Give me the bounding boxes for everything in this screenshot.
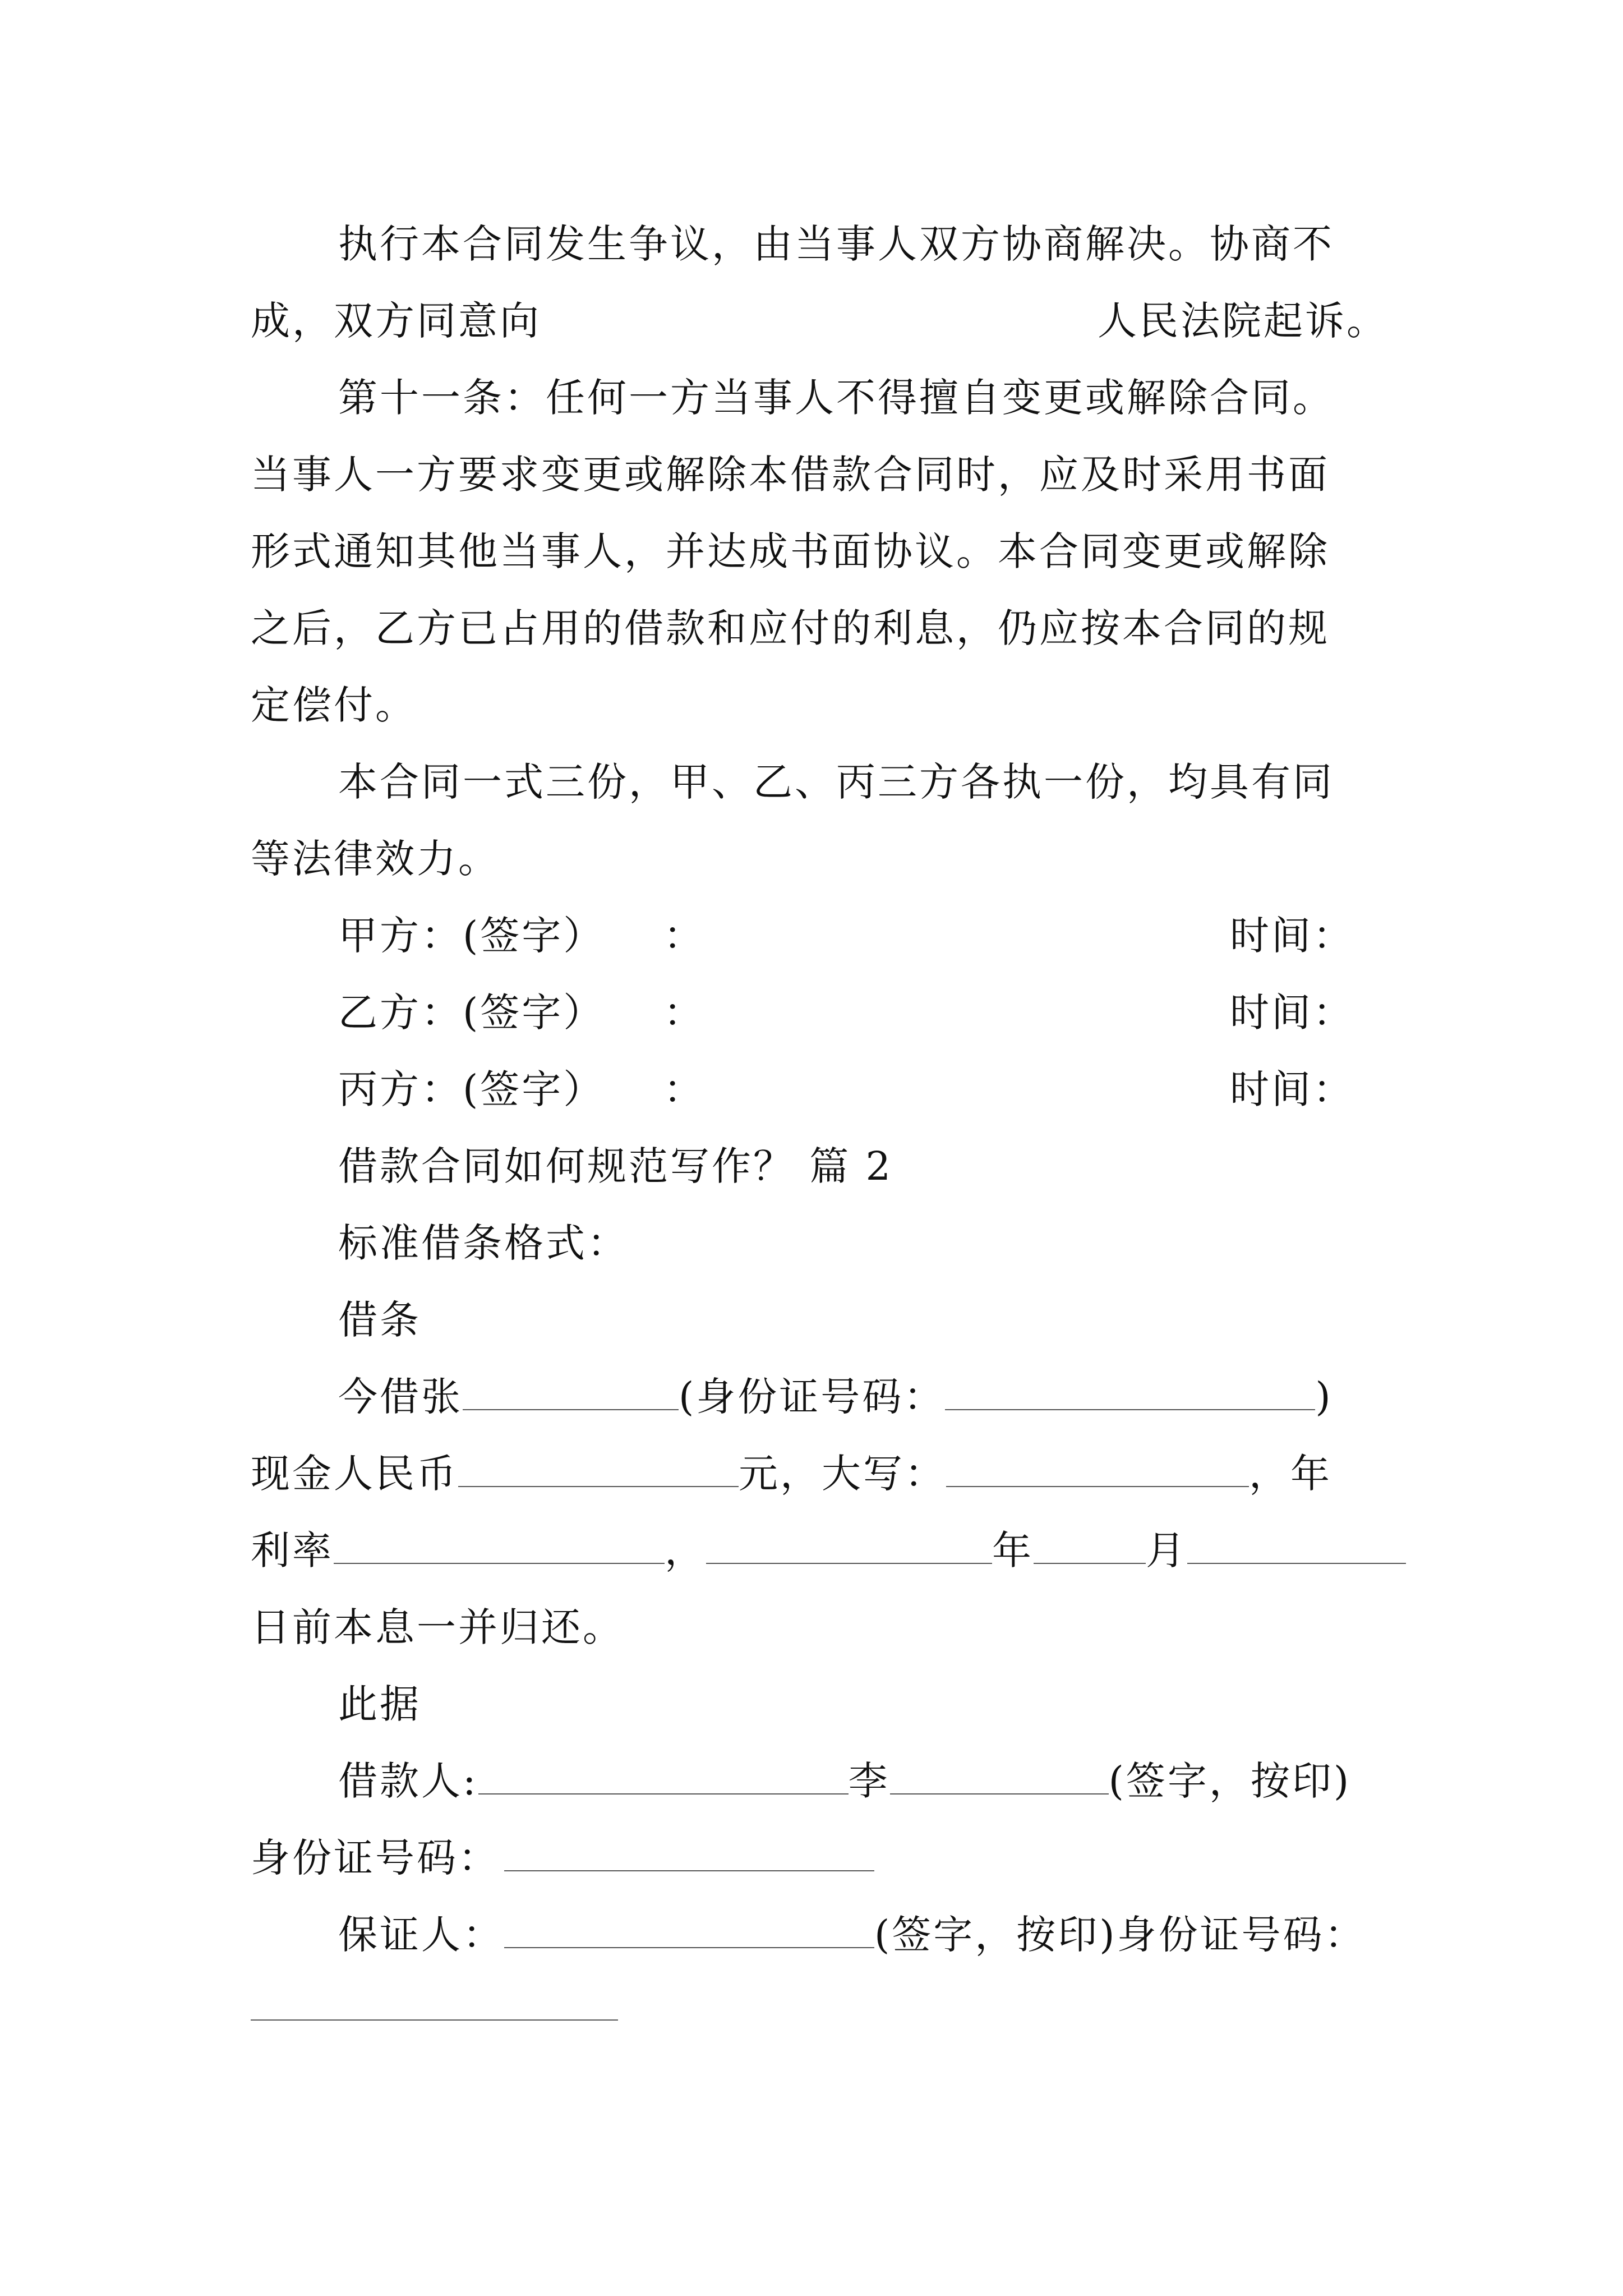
- guarantor-line: [338, 1904, 1488, 1966]
- section-heading: 借款合同如何规范写作？ 篇 2: [338, 1143, 893, 1189]
- format-label: 标准借条格式：: [338, 1220, 629, 1266]
- borrower-sign-note: (签字，按印): [1108, 1758, 1352, 1804]
- iou-line-1: [338, 1366, 1488, 1428]
- iou-line-3: [251, 1520, 1400, 1581]
- signature-colon: ：: [663, 1066, 705, 1112]
- copies-line-2: 等法律效力。: [251, 836, 500, 882]
- iou-comma: ，: [665, 1527, 706, 1573]
- article-11-line-5: 定偿付。: [251, 682, 417, 728]
- signature-line-party-a: [338, 905, 1488, 967]
- borrower-id-label: 身份证号码：: [251, 1835, 500, 1881]
- guarantor-sign-note: (签字，按印)身份证号码：: [874, 1912, 1366, 1958]
- due-day-blank[interactable]: [1187, 1528, 1406, 1564]
- iou-year-unit: 年: [992, 1527, 1034, 1573]
- lender-name-blank[interactable]: [463, 1374, 679, 1410]
- signature-line-party-b: [338, 982, 1488, 1043]
- iou-close-paren: ): [1315, 1374, 1333, 1420]
- borrower-name-blank[interactable]: [478, 1759, 849, 1795]
- amount-uppercase-blank[interactable]: [946, 1451, 1249, 1487]
- iou-cash-label: 现金人民币: [251, 1451, 458, 1497]
- signature-time-label: 时间：: [1230, 913, 1354, 959]
- iou-year-label: ，年: [1249, 1451, 1332, 1497]
- guarantor-id-blank[interactable]: [251, 2019, 618, 2021]
- iou-line-4: 日前本息一并归还。: [251, 1604, 624, 1650]
- interest-rate-blank[interactable]: [334, 1528, 665, 1564]
- iou-uppercase-label: 元，大写：: [739, 1451, 946, 1497]
- dispute-court-suffix: 人民法院起诉。: [1098, 298, 1388, 344]
- article-11-line-3: 形式通知其他当事人，并达成书面协议。本合同变更或解除: [251, 528, 1330, 574]
- article-11-line-2: 当事人一方要求变更或解除本借款合同时，应及时采用书面: [251, 452, 1330, 498]
- lender-id-blank[interactable]: [945, 1374, 1315, 1410]
- amount-blank[interactable]: [458, 1451, 739, 1487]
- guarantor-label: 保证人：: [338, 1912, 504, 1958]
- signature-party-label: 乙方：(签字）: [338, 990, 605, 1036]
- signature-colon: ：: [663, 990, 705, 1036]
- borrower-label: 借款人:: [338, 1758, 478, 1804]
- signature-time-label: 时间：: [1230, 1066, 1354, 1112]
- guarantor-name-blank[interactable]: [504, 1912, 874, 1948]
- iou-rate-label: 利率: [251, 1527, 334, 1573]
- due-month-blank[interactable]: [1034, 1528, 1146, 1564]
- iou-line-2: [251, 1443, 1400, 1504]
- borrower-line: [338, 1750, 1488, 1812]
- borrower-id-line: [251, 1827, 1400, 1889]
- article-11-line-4: 之后，乙方已占用的借款和应付的利息，仍应按本合同的规: [251, 605, 1330, 651]
- iou-id-label: (身份证号码：: [679, 1374, 946, 1420]
- borrower-surname: 李: [848, 1758, 890, 1804]
- signature-party-label: 甲方：(签字）: [338, 913, 605, 959]
- evidence-text: 此据: [338, 1681, 421, 1727]
- iou-title: 借条: [338, 1297, 421, 1343]
- borrower-given-name-blank[interactable]: [890, 1759, 1109, 1795]
- dispute-line-2: [251, 290, 1400, 352]
- article-11-line-1: 第十一条：任何一方当事人不得擅自变更或解除合同。: [338, 375, 1334, 421]
- signature-colon: ：: [663, 913, 705, 959]
- due-year-blank[interactable]: [706, 1528, 992, 1564]
- signature-line-party-c: [338, 1059, 1488, 1120]
- dispute-line-1: 执行本合同发生争议，由当事人双方协商解决。协商不: [338, 221, 1334, 267]
- copies-line-1: 本合同一式三份，甲、乙、丙三方各执一份，均具有同: [338, 759, 1334, 805]
- borrower-id-blank[interactable]: [504, 1835, 874, 1871]
- signature-party-label: 丙方：(签字）: [338, 1066, 605, 1112]
- signature-time-label: 时间：: [1230, 990, 1354, 1036]
- iou-month-unit: 月: [1146, 1527, 1187, 1573]
- iou-borrow-from-label: 今借张: [338, 1374, 463, 1420]
- dispute-court-prefix: 成，双方同意向: [251, 298, 541, 344]
